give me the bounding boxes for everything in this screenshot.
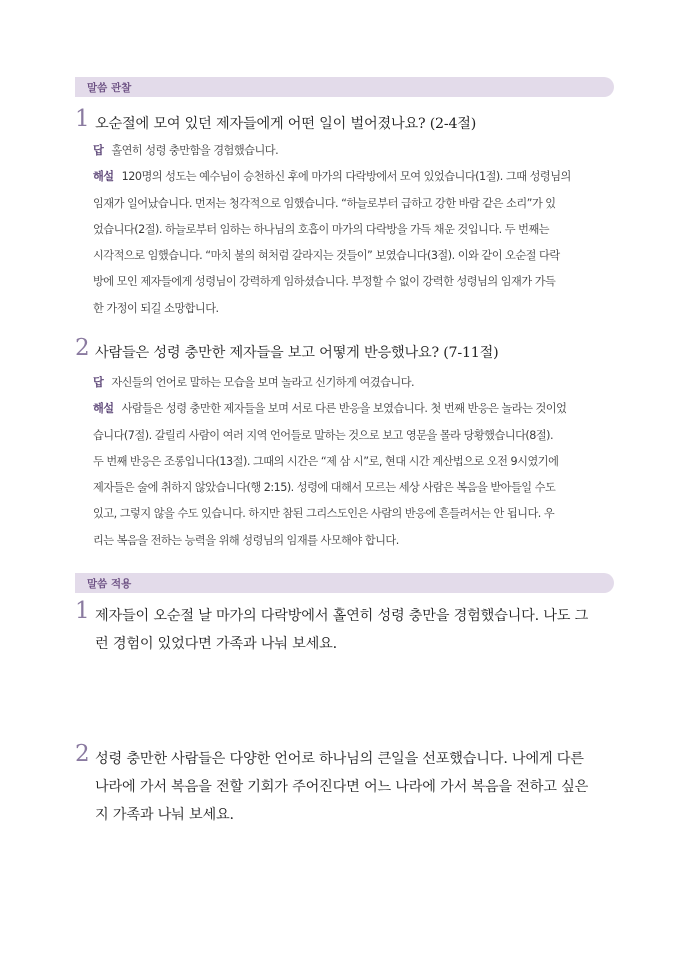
section-header-observe — [75, 77, 614, 97]
answer-tag: 답 — [93, 144, 104, 157]
explain-line: 있고, 그렇지 않을 수도 있습니다. 하지만 참된 그리스도인은 사람의 반응에 흔들려서는 안 됩니다. 우 — [93, 507, 555, 521]
answer-tag: 답 — [93, 376, 104, 389]
question-line: 제자들이 오순절 날 마가의 다락방에서 홀연히 성령 충만을 경험했습니다. 나도 그 — [95, 608, 589, 624]
question-line: 런 경험이 있었다면 가족과 나눠 보세요. — [95, 636, 337, 652]
explain-line: 120명의 성도는 예수님이 승천하신 후에 마가의 다락방에서 모여 있었습니다(1절). 그때 성령님의 — [121, 170, 571, 184]
question-line: 지 가족과 나눠 보세요. — [95, 807, 234, 823]
question-number: 1 — [75, 106, 90, 132]
question-apply-1 — [75, 598, 620, 658]
answer-block-observe-2 — [93, 370, 615, 554]
explain-line: 었습니다(2절). 하늘로부터 임하는 하나님의 호흡이 마가의 다락방을 가득 채운 것입니다. 두 번째는 — [93, 222, 550, 236]
explain-line: 습니다(7절). 갈릴리 사람이 여러 지역 언어들로 말하는 것으로 보고 영문을 몰라 당황했습니다(8절). — [93, 428, 554, 442]
question-number: 2 — [75, 741, 90, 767]
section-header-label: 말씀 적용 — [87, 578, 132, 590]
question-text: 오순절에 모여 있던 제자들에게 어떤 일이 벌어졌나요? (2-4절) — [95, 116, 477, 132]
question-number: 1 — [75, 598, 90, 624]
explain-line: 시각적으로 임했습니다. “마치 불의 혀처럼 갈라지는 것들이” 보였습니다(3절). 이와 같이 오순절 다락 — [93, 249, 560, 263]
section-header-label: 말씀 관찰 — [87, 82, 132, 94]
explain-tag: 해설 — [93, 170, 114, 184]
explain-line: 방에 모인 제자들에게 성령님이 강력하게 임하셨습니다. 부정할 수 없이 강력한 성령님의 임재가 가득 — [93, 275, 556, 289]
answer-text: 홀연히 성령 충만함을 경험했습니다. — [111, 144, 279, 157]
question-apply-2 — [75, 741, 620, 829]
question-number: 2 — [75, 335, 90, 361]
explain-tag: 해설 — [93, 402, 114, 416]
answer-text: 자신들의 언어로 말하는 모습을 보며 놀라고 신기하게 여겼습니다. — [111, 376, 415, 389]
explain-line: 제자들은 술에 취하지 않았습니다(행 2:15). 성령에 대해서 모르는 세상 사람은 복음을 받아들일 수도 — [93, 481, 556, 495]
question-text: 사람들은 성령 충만한 제자들을 보고 어떻게 반응했나요? (7-11절) — [95, 345, 499, 361]
question-line: 나라에 가서 복음을 전할 기회가 주어진다면 어느 나라에 가서 복음을 전하고 싶은 — [95, 779, 589, 795]
section-header-apply — [75, 573, 614, 593]
explain-line: 한 가정이 되길 소망합니다. — [93, 301, 219, 315]
explain-line: 사람들은 성령 충만한 제자들을 보며 서로 다른 반응을 보였습니다. 첫 번째 반응은 놀라는 것이었 — [121, 402, 567, 416]
answer-block-observe-1 — [93, 138, 615, 322]
explain-line: 임재가 일어났습니다. 먼저는 청각적으로 임했습니다. “하늘로부터 급하고 강한 바람 같은 소리”가 있 — [93, 196, 556, 210]
question-line: 성령 충만한 사람들은 다양한 언어로 하나님의 큰일을 선포했습니다. 나에게 다른 — [95, 751, 584, 767]
question-observe-2 — [75, 335, 620, 367]
explain-line: 두 번째 반응은 조롱입니다(13절). 그때의 시간은 “제 삼 시”로, 현대 시간 계산법으로 오전 9시였기에 — [93, 454, 559, 468]
explain-line: 리는 복음을 전하는 능력을 위해 성령님의 임재를 사모해야 합니다. — [93, 533, 399, 547]
question-observe-1 — [75, 106, 620, 138]
